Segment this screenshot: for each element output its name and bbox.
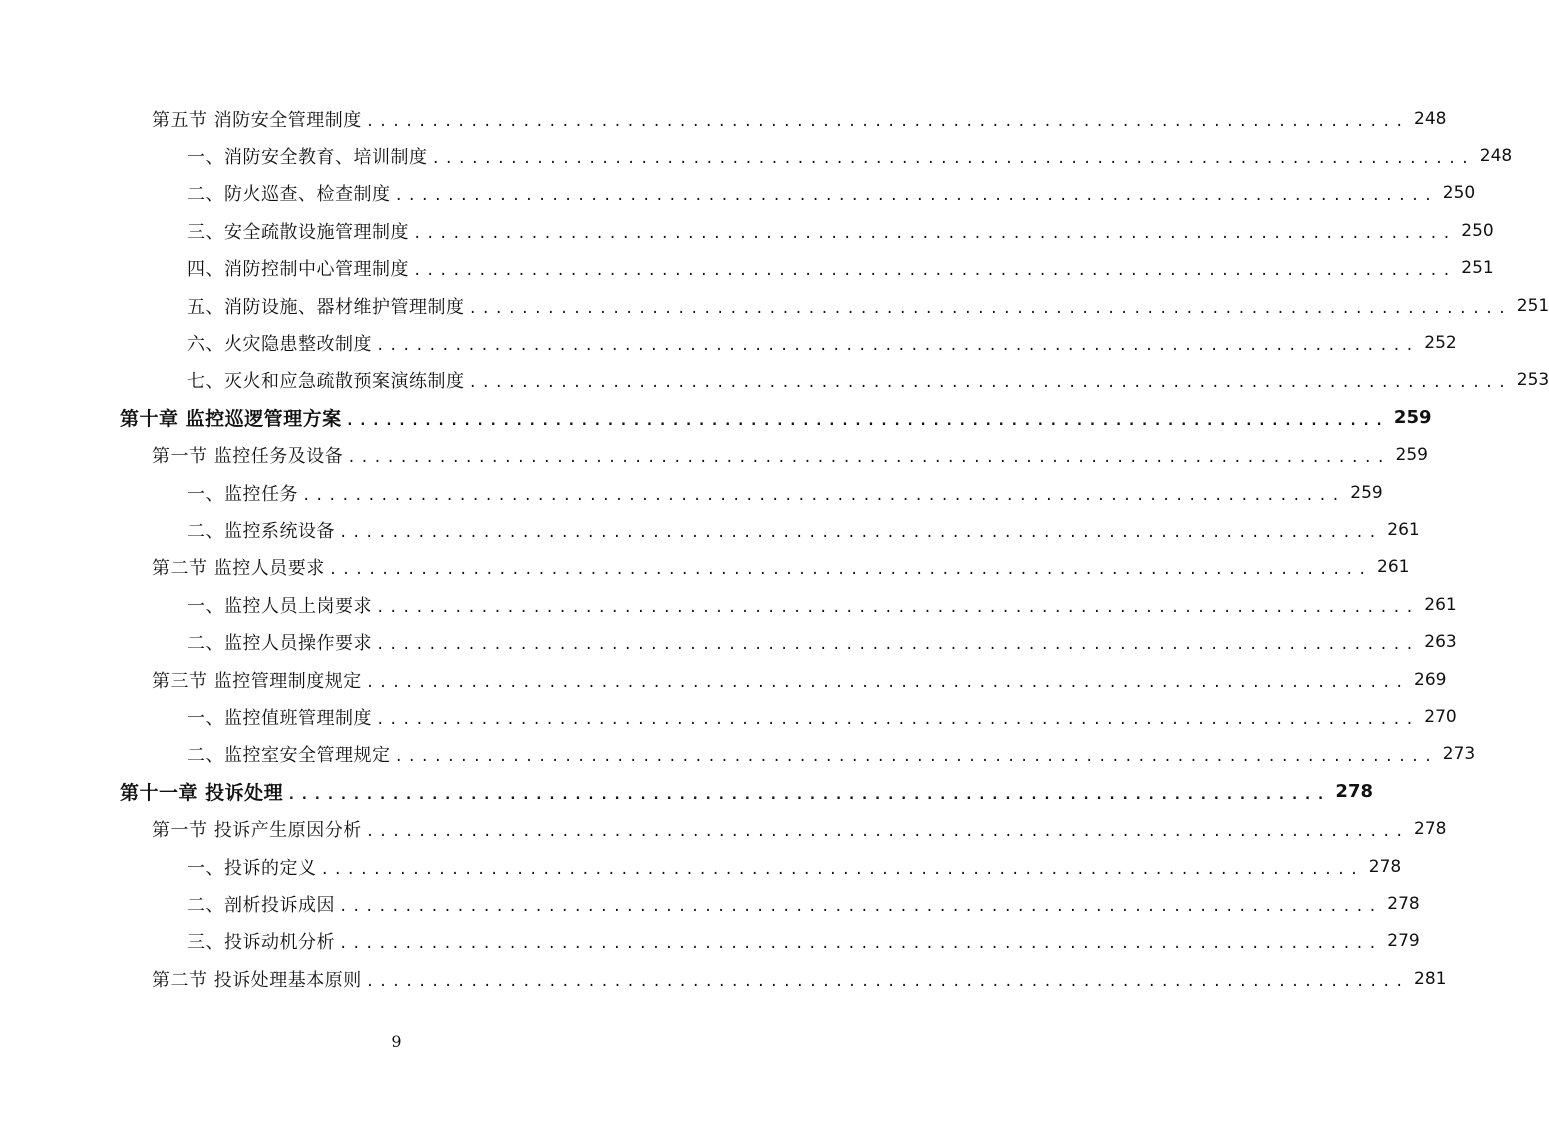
- toc-entry-item[interactable]: [0, 474, 1383, 511]
- dot-leader: ................................................................................: [468, 300, 1511, 317]
- dot-leader: ................................................................................: [413, 225, 1456, 242]
- toc-entry-page: 281: [1414, 968, 1447, 989]
- toc-entry-page: 273: [1442, 744, 1476, 765]
- toc-entry-item[interactable]: [0, 511, 1420, 548]
- toc-entry-title: 第十章 监控巡逻管理方案: [120, 408, 342, 431]
- toc-entry-title: 一、监控值班管理制度: [187, 707, 372, 729]
- toc-entry-page: 259: [1350, 482, 1383, 503]
- toc-entry-section[interactable]: [0, 810, 1447, 847]
- dot-leader: ................................................................................: [431, 151, 1474, 168]
- toc-entry-page: 278: [1414, 819, 1447, 840]
- toc-entry-title: 六、火灾隐患整改制度: [187, 334, 372, 356]
- toc-entry-title: 第三节 监控管理制度规定: [152, 670, 362, 692]
- toc-entry-title: 第二节 监控人员要求: [152, 558, 325, 580]
- toc-entry-section[interactable]: [0, 100, 1447, 137]
- toc-entry-page: 252: [1424, 333, 1457, 354]
- toc-entry-page: 278: [1335, 781, 1373, 803]
- toc-entry-title: 二、监控人员操作要求: [187, 633, 372, 655]
- toc-entry-title: 三、投诉动机分析: [187, 932, 335, 954]
- toc-entry-page: 261: [1424, 594, 1457, 615]
- toc-entry-page: 253: [1516, 370, 1549, 391]
- toc-entry-item[interactable]: [0, 175, 1476, 212]
- toc-entry-title: 一、消防安全教育、培训制度: [187, 147, 428, 169]
- toc-entry-title: 二、监控室安全管理规定: [187, 745, 391, 767]
- toc-entry-title: 第二节 投诉处理基本原则: [152, 969, 362, 991]
- toc-entry-item[interactable]: [0, 586, 1457, 623]
- toc-entry-page: 279: [1387, 931, 1420, 952]
- toc-entry-title: 一、监控任务: [187, 483, 298, 505]
- dot-leader: ................................................................................: [287, 786, 1330, 803]
- toc-entry-page: 250: [1442, 183, 1476, 204]
- toc-entry-title: 第一节 投诉产生原因分析: [152, 820, 362, 842]
- dot-leader: ................................................................................: [365, 674, 1409, 691]
- toc-entry-item[interactable]: [0, 698, 1457, 735]
- dot-leader: ................................................................................: [413, 263, 1456, 280]
- dot-leader: ................................................................................: [345, 412, 1388, 429]
- dot-leader: ................................................................................: [328, 562, 1372, 579]
- toc-entry-section[interactable]: [0, 437, 1428, 474]
- toc-entry-title: 二、监控系统设备: [187, 520, 335, 542]
- dot-leader: ................................................................................: [394, 749, 1437, 766]
- toc-entry-page: 250: [1461, 220, 1494, 241]
- dot-leader: ................................................................................: [302, 487, 1345, 504]
- toc-entry-title: 四、消防控制中心管理制度: [187, 259, 409, 281]
- toc-entry-title: 二、剖析投诉成因: [187, 894, 335, 916]
- toc-entry-page: 269: [1414, 669, 1447, 690]
- toc-entry-page: 251: [1461, 258, 1494, 279]
- toc-entry-chapter[interactable]: [0, 399, 1432, 436]
- toc-entry-page: 259: [1395, 445, 1428, 466]
- dot-leader: ................................................................................: [376, 711, 1419, 728]
- dot-leader: ................................................................................: [339, 898, 1382, 915]
- page-number: 9: [391, 1032, 402, 1051]
- toc-entry-item[interactable]: [0, 250, 1494, 287]
- toc-entry-page: 248: [1414, 108, 1447, 129]
- toc-entry-page: 278: [1368, 856, 1402, 877]
- dot-leader: ................................................................................: [347, 450, 1390, 467]
- toc-entry-item[interactable]: [0, 212, 1494, 249]
- toc-entry-title: 第五节 消防安全管理制度: [152, 109, 362, 131]
- toc-entry-title: 五、消防设施、器材维护管理制度: [187, 296, 465, 318]
- toc-entry-item[interactable]: [0, 287, 1549, 324]
- toc-entry-item[interactable]: [0, 137, 1513, 174]
- dot-leader: ................................................................................: [468, 375, 1511, 392]
- dot-leader: ................................................................................: [376, 637, 1419, 654]
- toc-entry-item[interactable]: [0, 362, 1549, 399]
- toc-entry-item[interactable]: [0, 623, 1457, 660]
- toc-entry-page: 261: [1377, 557, 1410, 578]
- toc-entry-section[interactable]: [0, 960, 1447, 997]
- toc-entry-page: 263: [1424, 632, 1457, 653]
- toc-entry-item[interactable]: [0, 848, 1402, 885]
- toc-entry-section[interactable]: [0, 549, 1410, 586]
- toc-entry-page: 270: [1424, 706, 1457, 727]
- toc-entry-title: 第一节 监控任务及设备: [152, 446, 344, 468]
- dot-leader: ................................................................................: [376, 599, 1419, 616]
- toc-entry-title: 二、防火巡查、检查制度: [187, 184, 391, 206]
- toc-entry-title: 三、安全疏散设施管理制度: [187, 221, 409, 243]
- toc-entry-item[interactable]: [0, 923, 1420, 960]
- toc-entry-section[interactable]: [0, 661, 1447, 698]
- toc-entry-item[interactable]: [0, 885, 1420, 922]
- toc-entry-item[interactable]: [0, 324, 1457, 361]
- toc-entry-title: 第十一章 投诉处理: [120, 782, 284, 805]
- toc-entry-title: 七、灭火和应急疏散预案演练制度: [187, 371, 465, 393]
- toc-entry-title: 一、监控人员上岗要求: [187, 595, 372, 617]
- toc-entry-page: 261: [1387, 519, 1420, 540]
- toc-entry-page: 278: [1387, 893, 1420, 914]
- dot-leader: ................................................................................: [365, 824, 1409, 841]
- toc-entry-chapter[interactable]: [0, 773, 1373, 810]
- toc-entry-item[interactable]: [0, 736, 1476, 773]
- dot-leader: ................................................................................: [365, 113, 1409, 130]
- dot-leader: ................................................................................: [394, 188, 1437, 205]
- dot-leader: ................................................................................: [320, 861, 1363, 878]
- dot-leader: ................................................................................: [339, 524, 1382, 541]
- dot-leader: ................................................................................: [365, 973, 1409, 990]
- toc-entry-title: 一、投诉的定义: [187, 857, 317, 879]
- table-of-contents: [0, 100, 1549, 997]
- dot-leader: ................................................................................: [339, 936, 1382, 953]
- toc-entry-page: 259: [1393, 407, 1432, 429]
- toc-entry-page: 251: [1516, 295, 1549, 316]
- toc-entry-page: 248: [1479, 146, 1513, 167]
- dot-leader: ................................................................................: [376, 338, 1419, 355]
